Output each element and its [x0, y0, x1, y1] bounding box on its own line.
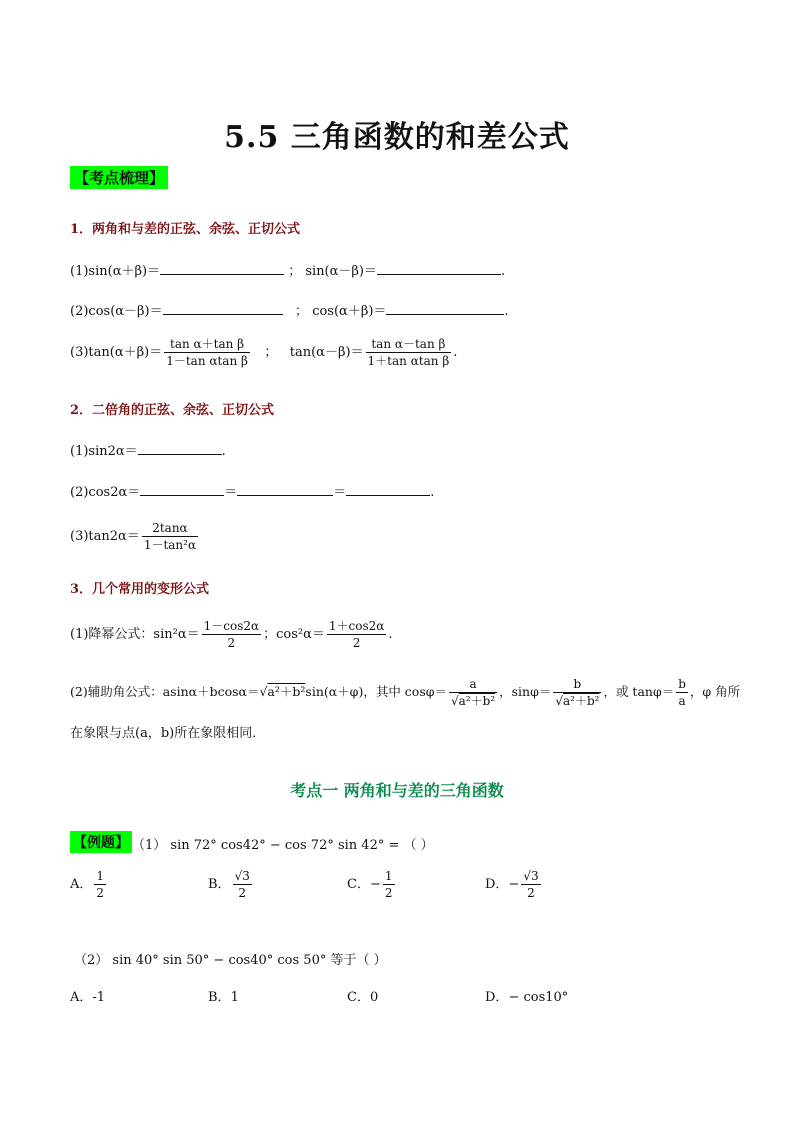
choice-label: A．	[70, 877, 93, 892]
example-tag: 【例题】	[70, 831, 132, 853]
period: .	[453, 345, 458, 360]
answer-blank[interactable]	[346, 483, 430, 496]
choice-b[interactable]	[208, 986, 239, 1005]
choice-text: 0	[369, 990, 379, 1005]
choice-label: B．	[208, 877, 231, 892]
variation-line-2: (2)辅助角公式：asinα＋bcosα＝√a²＋b²sin(α＋φ)，其中 cosφ＝ $\frac{a}{\text{√a²＋b²}}$ ，sinφ＝ $\frac{b}{\text{√a²＋b²}}$ ，或 tanφ＝ $\frac{b}{a}$ ，φ 角所	[70, 677, 741, 708]
choice-d[interactable]	[485, 986, 568, 1005]
period: .	[221, 444, 226, 459]
choice-label: C．	[347, 990, 370, 1005]
choice-sign: −	[508, 877, 520, 892]
denominator: a	[678, 694, 686, 708]
section-title: 考点一 两角和与差的三角函数	[290, 781, 504, 800]
choice-text: -1	[92, 990, 106, 1005]
fraction	[521, 868, 540, 901]
formula-text: ，φ 角所	[689, 684, 741, 699]
answer-blank[interactable]	[138, 442, 222, 455]
formula-text: (3)tan(α＋β)＝	[70, 345, 163, 360]
formula-line-1	[70, 260, 505, 279]
formula-text: (1)sin(α＋β)＝	[70, 264, 161, 279]
numerator: tan α－tan β	[366, 336, 452, 353]
formula-text: (1)降幂公式：sin²α＝	[70, 627, 200, 642]
numerator: 1－cos2α	[203, 619, 260, 633]
formula-text: sin(α－β)＝	[305, 264, 377, 279]
heading-variations: 3．几个常用的变形公式	[70, 582, 210, 597]
numerator: √3	[523, 869, 539, 883]
fraction	[449, 676, 497, 709]
formula-text: cos(α＋β)＝	[312, 304, 387, 319]
separator: ；	[288, 264, 302, 279]
numerator: a	[449, 676, 497, 693]
equals: ＝	[224, 485, 238, 500]
formula-text: ，或 tanφ＝	[603, 684, 675, 699]
double-angle-line-2	[70, 481, 434, 500]
answer-blank[interactable]	[386, 302, 504, 315]
denominator: 2	[527, 886, 535, 900]
answer-blank[interactable]	[237, 483, 333, 496]
choice-text: 1	[230, 990, 239, 1005]
denominator: 2	[227, 636, 236, 650]
choice-label: B．	[208, 990, 231, 1005]
numerator: 1	[96, 869, 105, 883]
fraction	[327, 618, 386, 651]
formula-text: (2)cos2α＝	[70, 485, 141, 500]
choice-a[interactable]	[70, 868, 108, 901]
formula-text: tan(α－β)＝	[289, 345, 364, 360]
answer-blank[interactable]	[163, 302, 283, 315]
double-angle-line-1	[70, 440, 226, 459]
variation-line-1	[70, 618, 393, 651]
radicand: a²＋b²	[562, 694, 600, 708]
choice-c[interactable]	[347, 986, 378, 1005]
formula-text: (2)cos(α－β)＝	[70, 304, 163, 319]
fraction	[202, 618, 261, 651]
numerator: 1＋cos2α	[328, 619, 385, 633]
denominator: 1＋tan αtan β	[367, 354, 450, 368]
formula-line-2	[70, 300, 509, 319]
double-angle-line-3	[70, 520, 200, 553]
period: .	[501, 264, 506, 279]
numerator: tan α＋tan β	[164, 336, 250, 353]
choice-b[interactable]	[208, 868, 254, 901]
answer-blank[interactable]	[377, 262, 501, 275]
numerator: √3	[234, 869, 250, 883]
denominator: √a²＋b²	[555, 694, 600, 708]
radicand: a²＋b²	[458, 694, 496, 708]
choice-text: − cos10°	[508, 990, 569, 1005]
radicand: a²＋b²	[267, 684, 306, 699]
choice-label: C．	[347, 877, 370, 892]
formula-text: sin(α＋φ)，其中 cosφ＝	[305, 684, 447, 699]
question-1-stem: （1） sin 72° cos42° − cos 72° sin 42° = （ ）	[132, 838, 434, 853]
denominator: 2	[352, 636, 361, 650]
answer-blank[interactable]	[160, 262, 284, 275]
numerator: b	[553, 676, 601, 693]
formula-text: (2)辅助角公式：asinα＋bcosα＝	[70, 684, 260, 699]
denominator: 2	[384, 886, 393, 900]
fraction	[233, 868, 252, 901]
separator: ；cos²α＝	[263, 627, 325, 642]
heading-sum-difference: 1．两角和与差的正弦、余弦、正切公式	[70, 222, 301, 237]
period: .	[504, 304, 509, 319]
fraction	[676, 676, 688, 709]
choice-label: D．	[485, 990, 509, 1005]
numerator: 2tanα	[142, 520, 198, 537]
formula-line-3	[70, 336, 457, 369]
denominator: 2	[238, 886, 247, 900]
choice-d[interactable]	[485, 868, 543, 901]
formula-text: ，sinφ＝	[499, 684, 552, 699]
fraction	[142, 520, 198, 553]
denominator: 1－tan²α	[143, 538, 197, 552]
choice-c[interactable]	[347, 868, 397, 901]
fraction	[94, 868, 106, 901]
heading-double-angle: 2．二倍角的正弦、余弦、正切公式	[70, 403, 275, 418]
fraction	[553, 676, 601, 709]
fraction	[164, 336, 250, 369]
fraction	[366, 336, 452, 369]
formula-text: (3)tan2α＝	[70, 529, 140, 544]
numerator: b	[678, 677, 686, 691]
choice-sign: −	[369, 877, 381, 892]
formula-text: (1)sin2α＝	[70, 444, 138, 459]
choice-label: A．	[70, 990, 93, 1005]
fraction	[383, 868, 395, 901]
period: .	[430, 485, 435, 500]
denominator: 2	[96, 886, 105, 900]
denominator: 1－tan αtan β	[166, 354, 248, 368]
period: .	[388, 627, 393, 642]
separator: ；	[295, 304, 309, 319]
choice-label: D．	[485, 877, 509, 892]
separator: ；	[264, 345, 278, 360]
choice-a[interactable]	[70, 986, 105, 1005]
variation-line-2-cont: 在象限与点(a，b)所在象限相同．	[70, 726, 266, 741]
question-2-stem: （2） sin 40° sin 50° − cos40° cos 50° 等于（ ）	[74, 953, 387, 968]
denominator: √a²＋b²	[450, 694, 496, 708]
answer-blank[interactable]	[140, 483, 224, 496]
section-tag: 【考点梳理】	[70, 166, 168, 189]
page-title: 5.5 三角函数的和差公式	[224, 120, 570, 155]
numerator: 1	[384, 869, 393, 883]
equals: ＝	[333, 485, 347, 500]
